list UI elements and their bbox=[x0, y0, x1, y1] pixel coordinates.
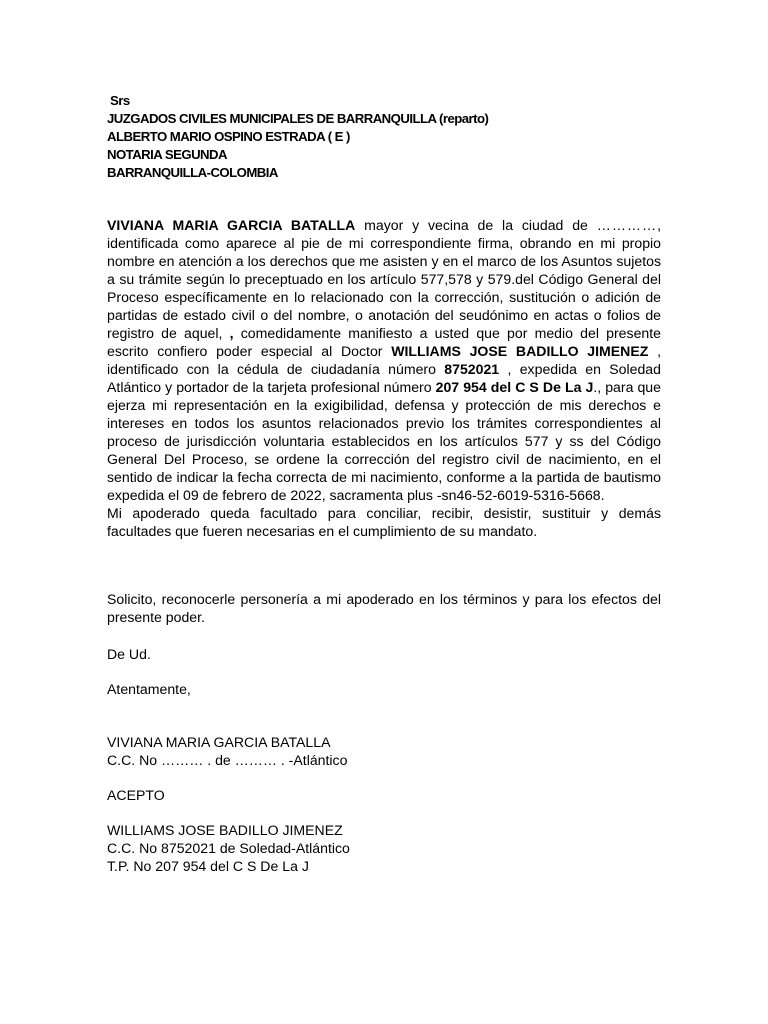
grantor-signature-name: VIVIANA MARIA GARCIA BATALLA bbox=[107, 734, 331, 750]
grantor-name: VIVIANA MARIA GARCIA BATALLA bbox=[107, 217, 356, 233]
paragraph-request: Solicito, reconocerle personería a mi apoderado en los términos y para los efectos del presente poder. bbox=[107, 591, 661, 625]
addressee-city: BARRANQUILLA-COLOMBIA bbox=[107, 165, 278, 180]
acepto-label: ACEPTO bbox=[107, 787, 165, 803]
letter-body bbox=[107, 216, 661, 540]
salutation: Srs bbox=[110, 93, 130, 108]
attorney-signature bbox=[107, 821, 350, 875]
city-blank: ………… bbox=[596, 217, 658, 233]
paragraph-main: VIVIANA MARIA GARCIA BATALLA mayor y vecina de la ciudad de …………, identificada como aparece al pie de mi correspondiente firma, obrando en mi propio nombre en atención a los derechos que me asisten y en el marco de los Asuntos sujetos a su trámite según lo preceptuado en los artículo 577,578 y 579.del Código General del Proceso específicamente en lo relacionado con la corrección, sustitución o adición de partidas de estado civil o del nombre, o anotación del seudónimo en actas o folios de registro de aquel, , comedidamente manifiesto a usted que por medio del presente escrito confiero poder especial al Doctor WILLIAMS JOSE BADILLO JIMENEZ , identificado con la cédula de ciudadanía número 8752021 , expedida en Soledad Atlántico y portador de la tarjeta profesional número 207 954 del C S De La J., para que ejerza mi representación en la exigibilidad, defensa y protección de mis derechos e intereses en todos los asuntos relacionados previo los trámites correspondientes al proceso de jurisdicción voluntaria establecidos en los artículos 577 y ss del Código General Del Proceso, se ordene la corrección del registro civil de nacimiento, en el sentido de indicar la fecha correcta de mi nacimiento, conforme a la partida de bautismo expedida el 09 de febrero de 2022, sacramenta plus -sn46-52-6019-5316-5668. bbox=[107, 217, 662, 503]
grantor-signature-cc: C.C. No ……… . de ……… . -Atlántico bbox=[107, 752, 348, 768]
paragraph-powers: Mi apoderado queda facultado para conciliar, recibir, desistir, sustituir y demás facultades que fueren necesarias en el cumplimiento de su mandato. bbox=[107, 505, 661, 539]
cedula-number: 8752021 bbox=[444, 361, 500, 377]
addressee-notary: NOTARIA SEGUNDA bbox=[107, 147, 227, 162]
closing-de-ud: De Ud. bbox=[107, 646, 151, 662]
attorney-signature-cc: C.C. No 8752021 de Soledad-Atlántico bbox=[107, 840, 350, 856]
addressee-court: JUZGADOS CIVILES MUNICIPALES DE BARRANQUILLA (reparto) bbox=[107, 111, 489, 126]
grantor-signature bbox=[107, 733, 347, 769]
addressee-block bbox=[107, 92, 667, 182]
attorney-signature-name: WILLIAMS JOSE BADILLO JIMENEZ bbox=[107, 822, 343, 838]
attorney-name: WILLIAMS JOSE BADILLO JIMENEZ bbox=[391, 343, 649, 359]
closing-atentamente: Atentamente, bbox=[107, 681, 191, 697]
attorney-signature-tp: T.P. No 207 954 del C S De La J bbox=[107, 858, 309, 874]
professional-card: 207 954 del C S De La J bbox=[435, 379, 594, 395]
addressee-person: ALBERTO MARIO OSPINO ESTRADA ( E ) bbox=[107, 129, 350, 144]
request-paragraph-block bbox=[107, 590, 661, 626]
